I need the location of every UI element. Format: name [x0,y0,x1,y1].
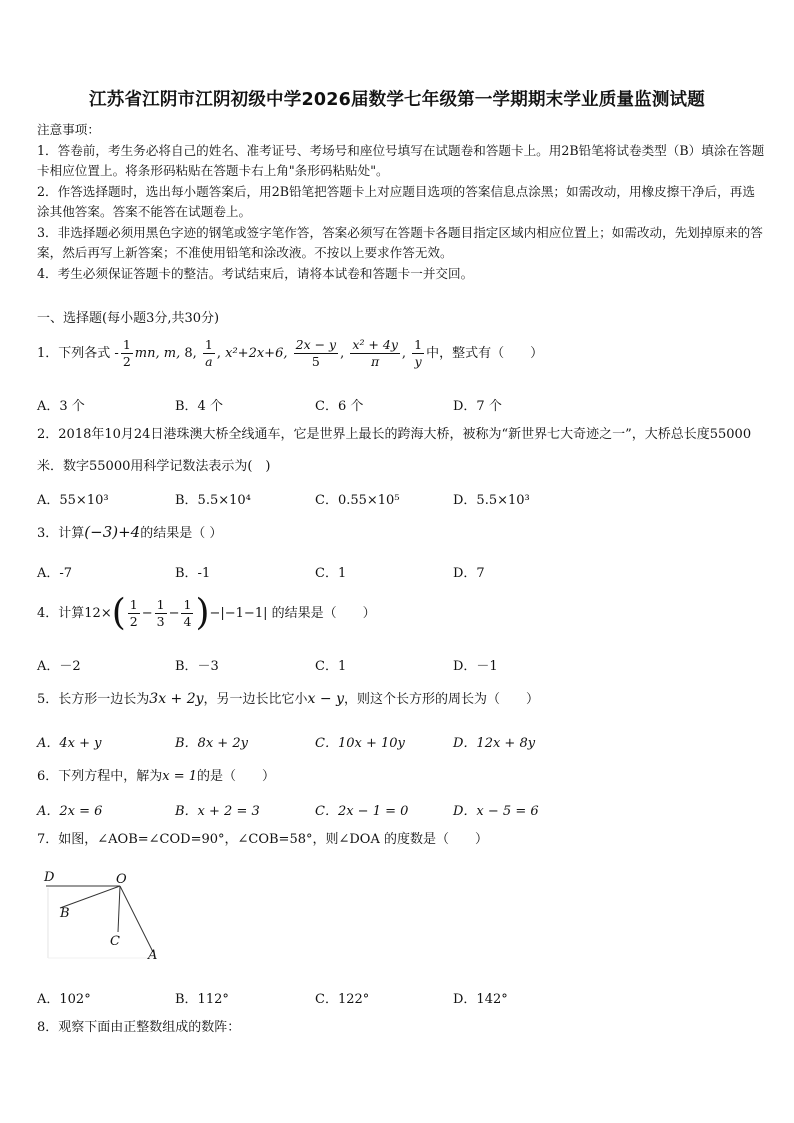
q6-suffix: 的是（ ） [197,769,276,784]
option-d[interactable]: D．－1 [453,659,498,674]
option-b[interactable]: B．－3 [175,659,219,674]
q3-prefix: 3．计算 [37,526,85,541]
frac-den: 4 [183,614,192,629]
section-heading: 一、选择题(每小题3分,共30分) [37,311,220,326]
label-b: B [60,906,70,921]
frac-den: 2 [129,614,138,629]
option-c[interactable]: C．10x + 10y [315,736,405,751]
notice-item: 1．答卷前，考生务必将自己的姓名、准考证号、考场号和座位号填写在试题卷和答题卡上。用2B铅笔将试卷类型（B）填涂在答题卡相应位置上。将条形码粘贴在答题卡右上角"条形码粘贴处"。 [37,142,765,178]
q4-fraction-3 [181,597,193,630]
question-5 [37,689,762,710]
q5-mid: ，另一边长比它小 [203,692,308,707]
option-b[interactable]: B．4 个 [175,399,223,414]
notice-item: 2．作答选择题时，选出每小题答案后，用2B铅笔把答题卡上对应题目选项的答案信息点涂黑；如需改动，用橡皮擦干净后，再选涂其他答案。答案不能答在试题卷上。 [37,183,755,219]
label-c: C [110,934,120,949]
q1-fraction-5 [412,337,424,370]
q6-expr: x = 1 [162,769,198,784]
q4-fraction-1 [128,597,140,630]
option-d[interactable]: D．7 [453,566,485,581]
frac-num: 2x − y [295,337,337,352]
q5-suffix: ，则这个长方形的周长为（ ） [343,692,539,707]
option-d[interactable]: D．5.5×10³ [453,493,530,508]
q1-term: 8, [184,346,197,361]
question-1: 1．下列各式 - $\frac{1}{2}$ mn, m, 8, $\frac{1}{a}$ , x²+2x+6, $\frac{2x - y}{5}$ , $\frac{\text{x² + 4y}}{\pi}$ , $\frac{1}{y}$ 中，整式有（ ） [37,337,544,369]
q1-term: m, [163,346,181,361]
ray-ob [60,886,120,908]
q1-fraction-1 [121,337,133,370]
option-c[interactable]: C．1 [315,659,347,674]
angle-figure [38,866,168,966]
q1-term: mn, [134,346,160,361]
option-c[interactable]: C．0.55×10⁵ [315,493,400,508]
option-b[interactable]: B．112° [175,992,229,1007]
q6-options [37,800,762,822]
frac-num: 1 [129,597,138,612]
q4-lead: 12× [84,606,112,621]
notice-item: 4．考生必须保证答题卡的整洁。考试结束后，请将本试卷和答题卡一并交回。 [37,265,474,281]
question-4: 4．计算12×( $\frac{1}{2}$ − $\frac{1}{3}$ − $\frac{1}{4}$ )−|−1−1| 的结果是（ ） [37,592,376,634]
option-a[interactable]: A．-7 [37,566,73,581]
option-c[interactable]: C．2x − 1 = 0 [315,804,409,819]
question-2: 2．2018年10月24日港珠澳大桥全线通车，它是世界上最长的跨海大桥，被称为“新世界七大奇迹之一”，大桥总长度55000 米．数字55000用科学记数法表示为( ) [37,427,752,474]
q6-prefix: 6．下列方程中，解为 [37,769,163,784]
frac-num: 1 [122,337,131,352]
q4-prefix: 4．计算 [37,606,85,621]
frac-den: a [205,354,213,369]
frac-num: 1 [204,337,213,352]
q5-expr-2: x − y [307,691,344,707]
question-7: 7．如图，∠AOB=∠COD=90°，∠COB=58°，则∠DOA 的度数是（ ） [37,832,488,847]
option-d[interactable]: D．142° [453,992,508,1007]
frac-den: 2 [122,354,131,369]
q4-tail: −|−1−1| [209,606,268,621]
ray-oa [120,886,153,952]
frac-num: 1 [183,597,192,612]
q5-prefix: 5．长方形一边长为 [37,692,150,707]
option-a[interactable]: A．3 个 [37,399,85,414]
question-6 [37,767,762,787]
q1-options [37,395,762,417]
option-c[interactable]: C．6 个 [315,399,364,414]
q4-options [37,655,762,677]
q1-fraction-3 [294,337,339,370]
notice-block [37,120,767,284]
q3-options [37,562,762,584]
q1-prefix: 1．下列各式 [37,346,111,361]
question-3 [37,522,762,544]
option-b[interactable]: B．5.5×10⁴ [175,493,251,508]
option-a[interactable]: A．2x = 6 [37,804,103,819]
frac-den: π [371,354,380,369]
option-b[interactable]: B．8x + 2y [175,736,248,751]
label-d: D [44,870,55,885]
option-b[interactable]: B．x + 2 = 3 [175,804,260,819]
option-a[interactable]: A．－2 [37,659,81,674]
q4-suffix: 的结果是（ ） [271,606,376,621]
q4-fraction-2 [155,597,167,630]
option-c[interactable]: C．1 [315,566,347,581]
frac-num: x² + 4y [352,337,398,352]
q1-neg: - [114,346,119,361]
option-d[interactable]: D．7 个 [453,399,502,414]
q1-suffix: 中，整式有（ ） [426,346,544,361]
q1-fraction-2 [203,337,215,370]
left-paren-icon: ( [111,592,126,634]
option-a[interactable]: A．102° [37,992,91,1007]
label-a: A [148,948,158,963]
frac-num: 1 [156,597,165,612]
q1-fraction-4 [350,337,400,370]
page-title: 江苏省江阴市江阴初级中学2026届数学七年级第一学期期末学业质量监测试题 [89,90,705,110]
q5-expr-1: 3x + 2y [149,691,204,707]
ray-oc [118,886,120,932]
question-8: 8．观察下面由正整数组成的数阵： [37,1020,241,1035]
notice-heading: 注意事项： [37,122,100,137]
option-c[interactable]: C．122° [315,992,370,1007]
q2-options [37,489,762,511]
q5-options [37,732,762,754]
frac-num: 1 [414,337,423,352]
q3-expression: (−3)+4 [84,523,141,541]
q3-suffix: 的结果是（ ） [140,526,223,541]
label-o: O [116,872,127,887]
right-paren-icon: ) [195,592,210,634]
frac-den: 3 [156,614,165,629]
q7-options [37,988,762,1010]
frac-den: y [414,354,422,369]
option-d[interactable]: D．12x + 8y [453,736,536,751]
option-d[interactable]: D．x − 5 = 6 [453,804,539,819]
option-a[interactable]: A．4x + y [37,736,102,751]
notice-item: 3．非选择题必须用黑色字迹的钢笔或签字笔作答，答案必须写在答题卡各题目指定区域内相应位置上；如需改动，先划掉原来的答案，然后再写上新答案；不准使用铅笔和涂改液。不按以上要求作答无效。 [37,224,763,260]
option-b[interactable]: B．-1 [175,566,211,581]
option-a[interactable]: A．55×10³ [37,493,109,508]
frac-den: 5 [311,354,320,369]
q1-term: x²+2x+6, [225,346,288,361]
